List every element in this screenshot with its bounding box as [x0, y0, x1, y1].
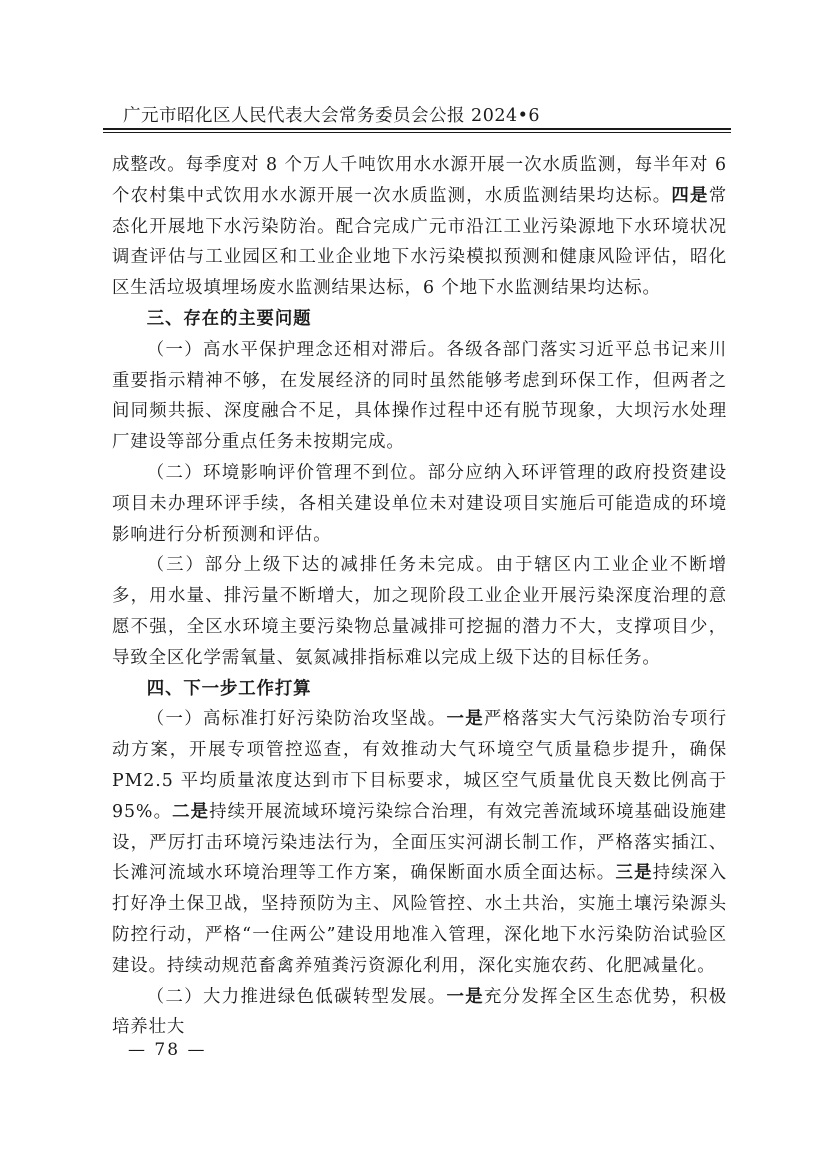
text-run: 成整改。每季度对 8 个万人千吨饮用水水源开展一次水质监测，每半年对 6 个农村集中式饮用水水源开展一次水质监测，水质监测结果均达标。 [112, 155, 727, 206]
text-run: 各级各部门落实习近平总书记来川重要指示精神不够，在发展经济的同时虽然能够考虑到环保工作，但两者之间同频共振、深度融合不足，具体操作过程中还有脱节现象，大坝污水处理厂建设等部分重点任务未按期完成。 [112, 339, 727, 453]
paragraph-6 [112, 982, 727, 1044]
paragraph-4 [112, 550, 727, 673]
section-heading-4: 四、下一步工作打算 [146, 678, 312, 699]
header-rule-thick [103, 128, 731, 130]
subheading-lead: （二）环境影响评价管理不到位。 [146, 462, 428, 483]
text-run: 持续开展流域环境污染综合治理，有效完善流域环境基础设施建设，严厉打击环境污染违法行为，全面压实河湖长制工作，严格落实插江、长滩河流域水环境治理等工作方案，确保断面水质全面达标。 [112, 801, 727, 884]
bold-lead: 二是 [172, 801, 210, 822]
text-run: 充分发挥全区生态优势，积极培养壮大 [112, 986, 728, 1038]
section-heading-3: 三、存在的主要问题 [146, 308, 312, 329]
bold-lead: 一是 [446, 986, 484, 1007]
page-number: — 78 — [128, 1040, 207, 1060]
paragraph-3 [112, 458, 727, 550]
text-run: 部分应纳入环评管理的政府投资建设项目未办理环评手续，各相关建设单位未对建设项目实施后可能造成的环境影响进行分析预测和评估。 [112, 462, 727, 545]
publication-header: 广元市昭化区人民代表大会常务委员会公报 2024•6 [123, 106, 541, 126]
text-run: 由于辖区内工业企业不断增多，用水量、排污量不断增大，加之现阶段工业企业开展污染深度治理的意愿不强，全区水环境主要污染物总量减排可挖掘的潜力不大，支撑项目少，导致全区化学需氧量、氨氮减排指标难以完成上级下达的目标任务。 [112, 555, 727, 668]
subheading-lead: （二）大力推进绿色低碳转型发展。 [146, 986, 447, 1007]
bold-lead: 四是 [671, 185, 709, 206]
text-run: 持续深入打好净土保卫战，坚持预防为主、风险管控、水土共治，实施土壤污染源头防控行动，严格“一住两公”建设用地准入管理，深化地下水污染防治试验区建设。持续动规范畜禽养殖粪污资源化利用，深化实施农药、化肥减量化。 [112, 863, 727, 976]
paragraph-5 [112, 704, 727, 981]
text-run: 严格落实大气污染防治专项行动方案，开展专项管控巡查，有效推动大气环境空气质量稳步提升，确保 PM2.5 平均质量浓度达到市下目标要求，城区空气质量优良天数比例高于 95%。 [112, 709, 728, 822]
header-rule-thin [103, 132, 731, 133]
text-run: 常态化开展地下水污染防治。配合完成广元市沿江工业污染源地下水环境状况调查评估与工业园区和工业企业地下水污染模拟预测和健康风险评估，昭化区生活垃圾填埋场废水监测结果达标，6 个地下水监测结果均达标。 [112, 185, 727, 299]
subheading-lead: （一）高标准打好污染防治攻坚战。 [146, 709, 447, 730]
paragraph-2 [112, 335, 727, 458]
subheading-lead: （三）部分上级下达的减排任务未完成。 [146, 555, 496, 576]
bold-lead: 一是 [446, 709, 484, 730]
paragraph-1 [112, 150, 727, 304]
bold-lead: 三是 [615, 863, 653, 884]
subheading-lead: （一）高水平保护理念还相对滞后。 [146, 339, 447, 360]
document-body [112, 150, 727, 1043]
